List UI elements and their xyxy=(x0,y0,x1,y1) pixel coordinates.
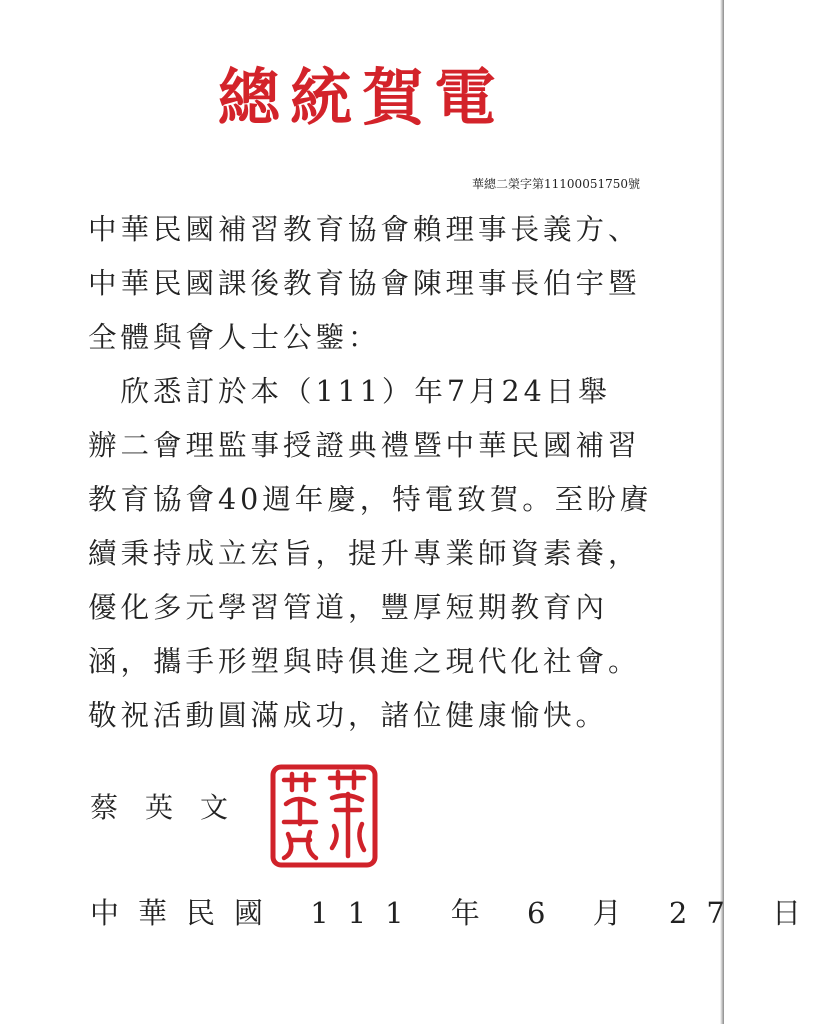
body-line: 中華民國課後教育協會陳理事長伯宇暨 xyxy=(88,267,641,300)
document-title: 總統賀電 xyxy=(217,61,506,134)
body-line: 續秉持成立宏旨，提升專業師資素養， xyxy=(88,537,641,570)
page-edge-shadow xyxy=(720,0,724,1024)
document-number: 華總二榮字第11100051750號 xyxy=(472,177,640,191)
body-line: 中華民國補習教育協會賴理事長義方、 xyxy=(88,213,641,246)
body-line: 涵，攜手形塑與時俱進之現代化社會。 xyxy=(88,645,641,678)
document-date: 中華民國 111 年 6 月 27 日 xyxy=(90,896,820,930)
body-line: 教育協會40週年慶，特電致賀。至盼賡 xyxy=(88,483,653,516)
body-line: 欣悉訂於本（111）年7月24日舉 xyxy=(88,375,611,408)
signer-name: 蔡英文 xyxy=(90,791,256,824)
body-line: 辦二會理監事授證典禮暨中華民國補習 xyxy=(88,429,641,462)
body-line: 全體與會人士公鑒： xyxy=(88,321,381,354)
body-line: 優化多元學習管道，豐厚短期教育內 xyxy=(88,591,609,624)
body-line: 敬祝活動圓滿成功，諸位健康愉快。 xyxy=(88,699,609,732)
seal-stamp-icon xyxy=(270,764,378,868)
